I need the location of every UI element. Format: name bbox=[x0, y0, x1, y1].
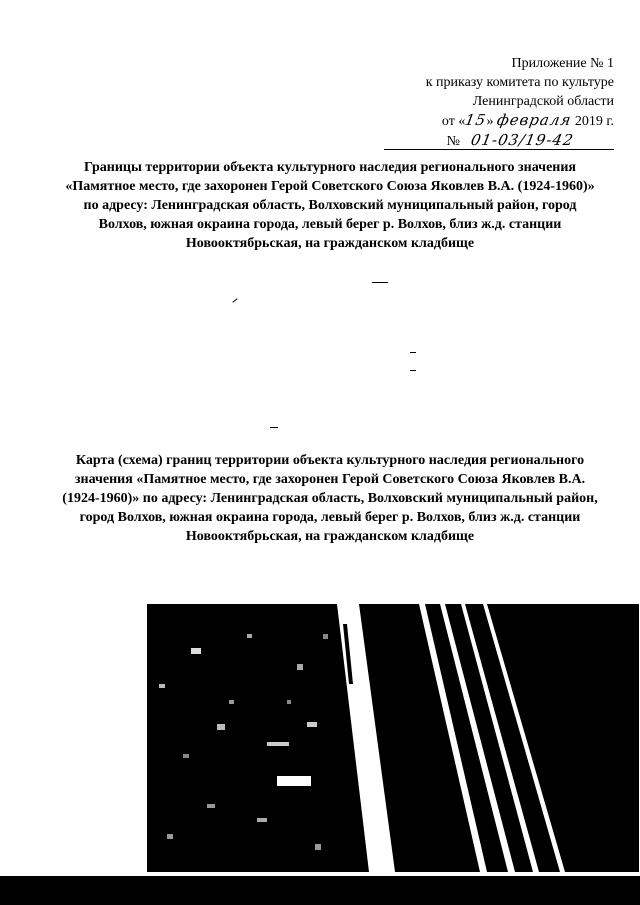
scan-speck bbox=[232, 298, 237, 303]
map-title: Карта (схема) границ территории объекта культурного наследия регионального значения «Памятное место, где захоронен Герой Советского Союза Яковлев В.А. (1924-1960)» по адресу: Ленинградская область, Волховский муниципальный район, город Волхов, южная окраина города, левый берег р. Волхов, близ ж.д. станции Новооктябрьская, на гражданском кладбище bbox=[62, 453, 598, 544]
date-mid: » bbox=[486, 114, 494, 129]
scan-speck bbox=[372, 282, 388, 283]
date-year: 2019 г. bbox=[574, 114, 614, 129]
scan-speck bbox=[410, 370, 416, 371]
appendix-date bbox=[354, 111, 614, 131]
document-title: Границы территории объекта культурного наследия регионального значения «Памятное место, где захоронен Герой Советского Союза Яковлев В.А. (1924-1960)» по адресу: Ленинградская область, Волховский муниципальный район, город Волхов, южная окраина города, левый берег р. Волхов, близ ж.д. станции Новооктябрьская, на гражданском кладбище bbox=[65, 160, 595, 251]
appendix-order-reference: к приказу комитета по культуре bbox=[425, 75, 614, 90]
date-day-handwritten: 15 bbox=[463, 111, 489, 129]
aerial-photo-image bbox=[147, 604, 639, 872]
date-prefix: от « bbox=[441, 114, 466, 129]
scan-speck bbox=[270, 427, 278, 428]
number-underline bbox=[384, 149, 614, 150]
appendix-block bbox=[354, 54, 614, 151]
date-month-handwritten: февраля bbox=[495, 111, 574, 129]
appendix-number: Приложение № 1 bbox=[511, 56, 614, 71]
scan-bottom-border bbox=[0, 876, 640, 905]
order-number-handwritten: 01-03/19-42 bbox=[469, 131, 576, 149]
number-prefix: № bbox=[446, 134, 460, 149]
appendix-region: Ленинградской области bbox=[472, 94, 614, 109]
scan-speck bbox=[410, 352, 416, 353]
appendix-order-number bbox=[354, 131, 614, 151]
aerial-photo bbox=[147, 604, 639, 872]
